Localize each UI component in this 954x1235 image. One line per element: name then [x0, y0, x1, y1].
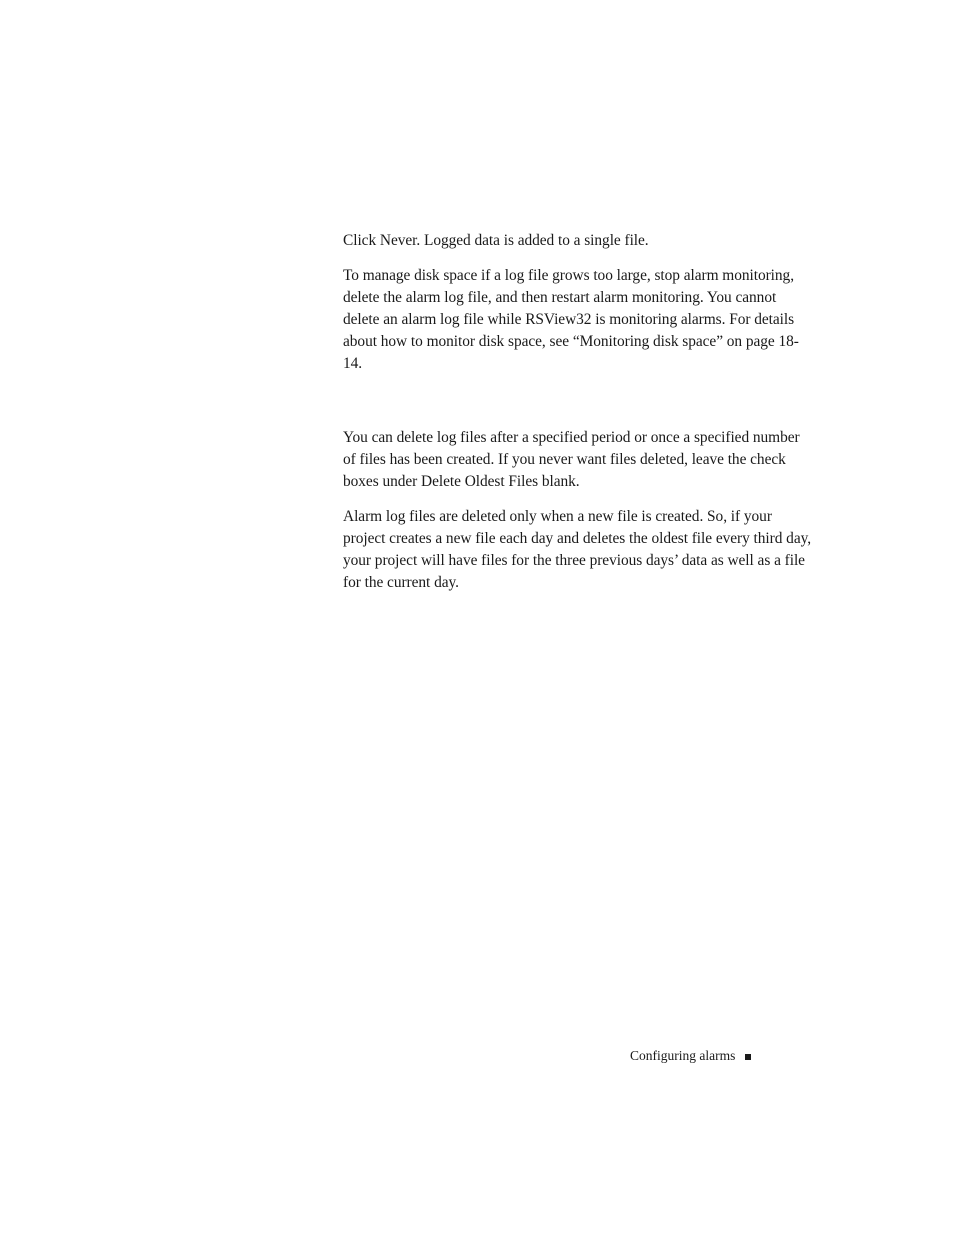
paragraph-spacer [343, 493, 813, 506]
paragraph-manage-disk-space: To manage disk space if a log file grows too large, stop alarm monitoring, delete the alarm log file, and then restart alarm monitoring. You cannot delete an alarm log file while RSView32 is monitoring alarms. For details about how to monitor disk space, see “Monitoring disk space” on page 18-14. [343, 267, 799, 372]
footer-section-title: Configuring alarms [630, 1048, 736, 1063]
paragraph-never-option: Click Never. Logged data is added to a single file. [343, 232, 649, 249]
square-bullet-icon [745, 1054, 751, 1060]
page-footer [630, 1046, 751, 1066]
paragraph-delete-log-files: You can delete log files after a specified period or once a specified number of files has been created. If you never want files deleted, leave the check boxes under Delete Oldest Files blank. [343, 429, 800, 490]
document-body [343, 230, 813, 594]
paragraph-spacer [343, 252, 813, 265]
section-spacer [343, 375, 813, 427]
paragraph-deletion-timing: Alarm log files are deleted only when a new file is created. So, if your project creates a new file each day and deletes the oldest file every third day, your project will have files for the three previous days’ data as well as a file for the current day. [343, 508, 812, 591]
